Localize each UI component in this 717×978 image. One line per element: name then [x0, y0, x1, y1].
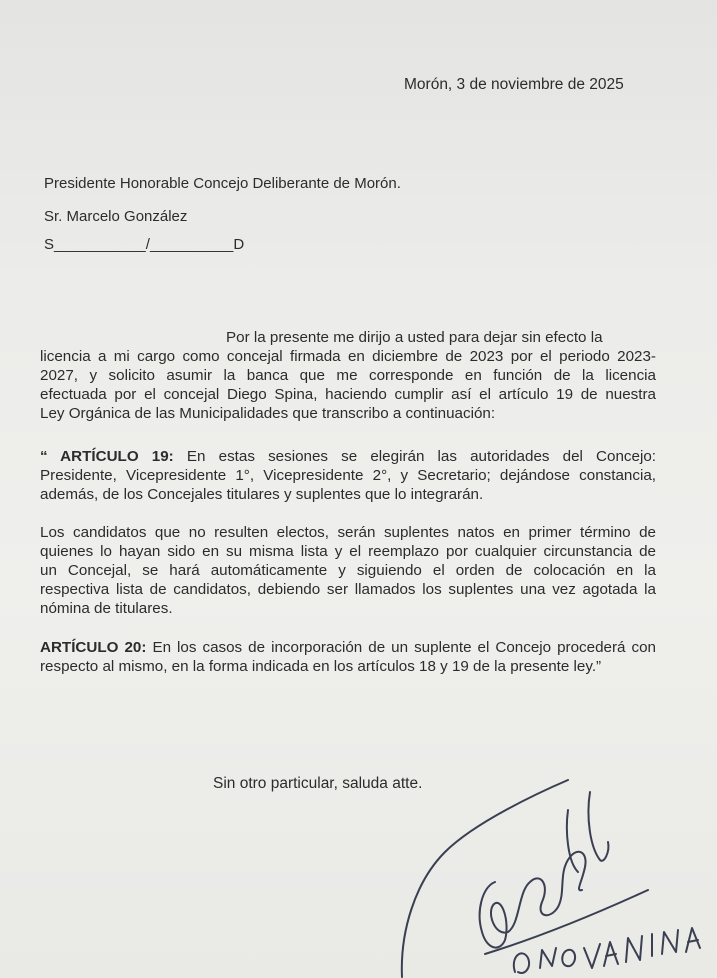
intro-line: licencia a mi cargo como concejal firmada en diciembre de 2023 por el periodo 2023- — [40, 348, 656, 365]
date-line: Morón, 3 de noviembre de 2025 — [404, 76, 624, 93]
article-20-line: respecto al mismo, en la forma indicada en los artículos 18 y 19 de la presente ley.” — [40, 658, 602, 675]
article-19-line: además, de los Concejales titulares y suplentes que lo integrarán. — [40, 486, 484, 503]
closing-line: Sin otro particular, saluda atte. — [213, 775, 423, 792]
intro-line: 2027, y solicito asumir la banca que me corresponde en función de la licencia — [40, 367, 656, 384]
recipient-title: Presidente Honorable Concejo Deliberante de Morón. — [44, 175, 401, 192]
article-20-heading: ARTÍCULO 20: — [40, 639, 147, 656]
article-19-paragraph — [40, 447, 656, 504]
intro-line: efectuada por el concejal Diego Spina, haciendo cumplir así el artículo 19 de nuestra — [40, 386, 656, 403]
intro-line: Ley Orgánica de las Municipalidades que transcribo a continuación: — [40, 405, 496, 422]
intro-line: Por la presente me dirijo a usted para dejar sin efecto la — [226, 329, 603, 346]
article-20-paragraph — [40, 638, 656, 676]
candidates-paragraph — [40, 523, 656, 618]
intro-paragraph — [40, 328, 656, 423]
recipient-name: Sr. Marcelo González — [44, 208, 188, 225]
candidates-line: Los candidatos que no resulten electos, serán suplentes natos en primer término de — [40, 524, 656, 541]
candidates-line: quienes lo hayan sido en su misma lista y el reemplazo por cualquier circunstancia de — [40, 543, 656, 560]
candidates-line: un Concejal, se hará automáticamente y siguiendo el orden de colocación en la — [40, 562, 656, 579]
article-20-line — [40, 638, 656, 657]
article-19-text: En estas sesiones se elegirán las autoridades del Concejo: — [173, 448, 656, 465]
article-19-line: Presidente, Vicepresidente 1°, Vicepresidente 2°, y Secretario; dejándose constancia, — [40, 467, 656, 484]
candidates-line: nómina de titulares. — [40, 600, 173, 617]
candidates-line: respectiva lista de candidatos, debiendo ser llamados los suplentes una vez agotada la — [40, 581, 656, 598]
article-19-heading: “ ARTÍCULO 19: — [40, 448, 174, 465]
article-19-line — [40, 447, 656, 466]
recipient-salutation: S___________/__________D — [44, 236, 245, 253]
handwritten-signature — [390, 772, 717, 978]
article-20-text: En los casos de incorporación de un suplente el Concejo procederá con — [146, 639, 656, 656]
